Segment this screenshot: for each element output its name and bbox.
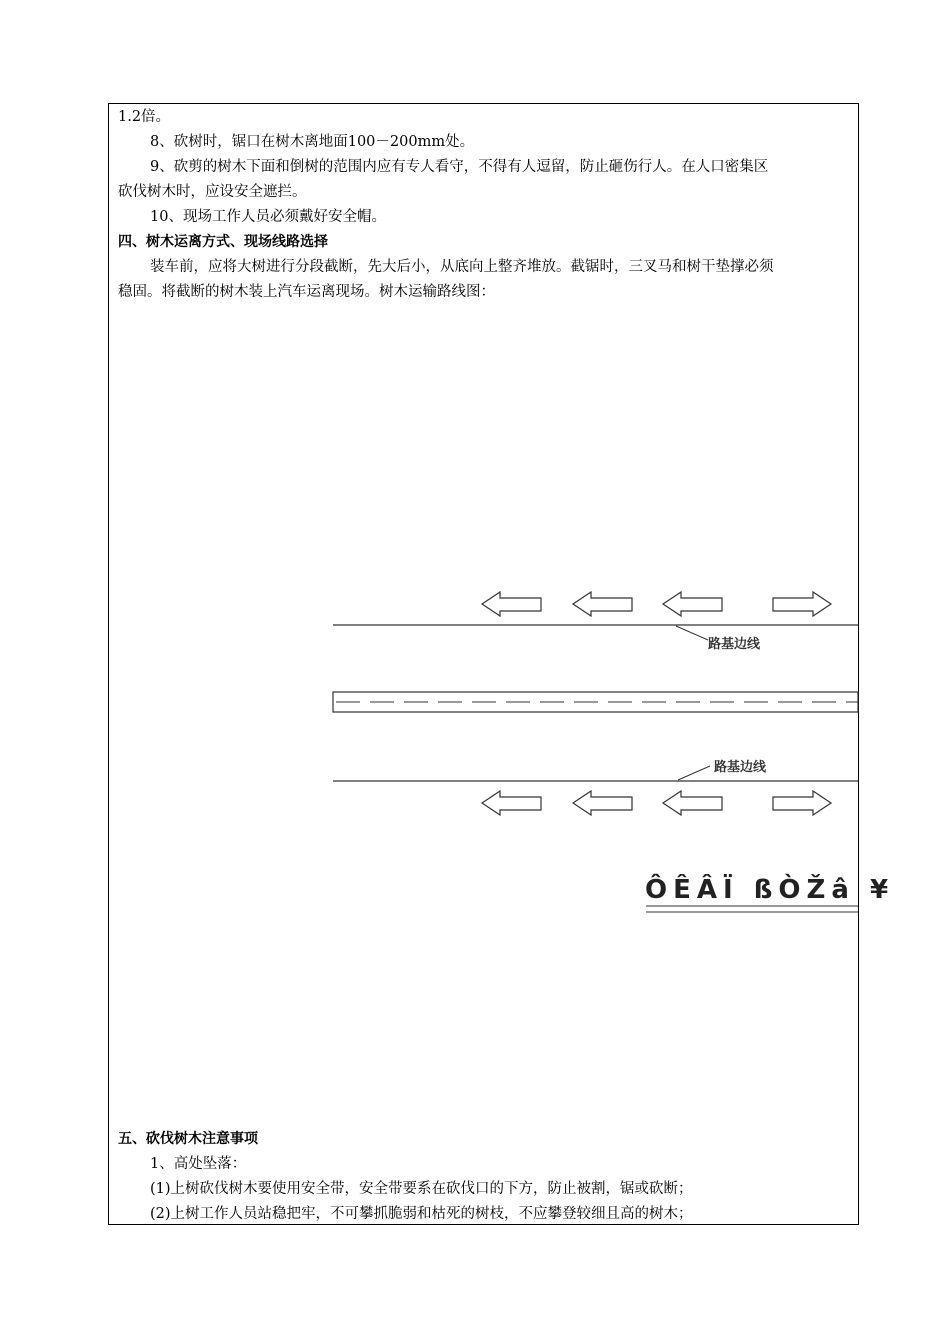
section-heading-4: 四、树木运离方式、现场线路选择 [118, 234, 328, 250]
text-line-4: 砍伐树木时，应设安全遮拦。 [118, 184, 307, 200]
text-line-10: 1、高处坠落： [150, 1156, 247, 1172]
lower-edge-label: 路基边线 [714, 760, 767, 775]
upper-leader-line [676, 626, 708, 640]
text-line-8: 稳固。将截断的树木装上汽车运离现场。树木运输路线图： [118, 284, 495, 300]
text-line-2: 8、砍树时，锯口在树木离地面100－200mm处。 [150, 134, 475, 150]
left-arrow-icon [663, 791, 722, 815]
text-line-12: (2)上树工作人员站稳把牢，不可攀抓脆弱和枯死的树枝，不应攀登较细且高的树木； [150, 1206, 693, 1222]
left-arrow-icon [663, 592, 722, 616]
left-arrow-icon [482, 791, 541, 815]
text-line-5: 10、现场工作人员必须戴好安全帽。 [150, 209, 386, 225]
section-heading-5: 五、砍伐树木注意事项 [118, 1131, 258, 1147]
text-line-7: 装车前，应将大树进行分段截断，先大后小，从底向上整齐堆放。截锯时，三叉马和树干垫撑必须 [150, 259, 774, 275]
left-arrow-icon [573, 791, 632, 815]
text-line-3: 9、砍剪的树木下面和倒树的范围内应有专人看守，不得有人逗留，防止砸伤行人。在人口密集区 [150, 159, 769, 175]
left-arrow-icon [482, 592, 541, 616]
right-arrow-icon [773, 592, 831, 616]
left-arrow-icon [573, 592, 632, 616]
text-line-1: 1.2倍。 [118, 109, 171, 125]
garbled-title: ÔÊÂÏ ßÒŽâ ¥ [645, 875, 895, 905]
right-arrow-icon [773, 791, 831, 815]
upper-edge-label: 路基边线 [708, 637, 761, 652]
lower-leader-line [678, 766, 710, 780]
text-line-11: (1)上树砍伐树木要使用安全带，安全带要系在砍伐口的下方，防止被割，锯或砍断； [150, 1181, 693, 1197]
